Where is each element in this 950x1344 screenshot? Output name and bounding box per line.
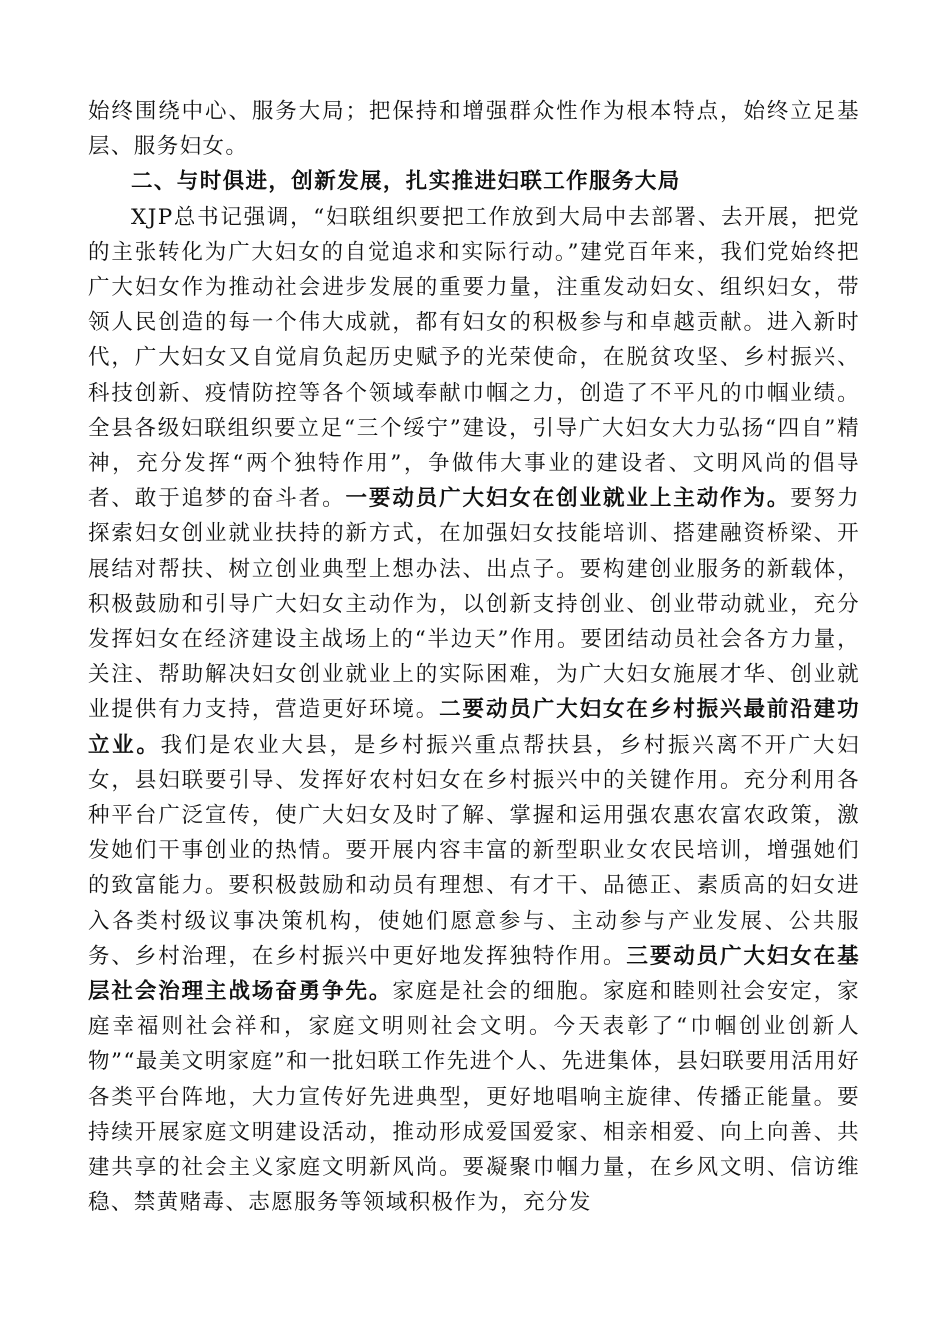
document-page [88, 94, 860, 1221]
paragraph-text: 要努力探索妇女创业就业扶持的新方式，在加强妇女技能培训、搭建融资桥梁、开展结对帮扶、树立创业典型上想办法、出点子。要构建创业服务的新载体，积极鼓励和引导广大妇女主动作为，以创新支持创业、创业带动就业，充分发挥妇女在经济建设主战场上的“半边天”作用。要团结动员社会各方力量，关注、帮助解决妇女创业就业上的实际困难，为广大妇女施展才华、创业就业提供有力支持，营造更好环境。 [88, 486, 860, 723]
paragraph-main [88, 200, 860, 1221]
lead-sentence-2: 二要动员广大妇女在乡村振兴最前沿建功立业。 [88, 697, 860, 758]
paragraph-text: 家庭是社会的细胞。家庭和睦则社会安定，家庭幸福则社会祥和，家庭文明则社会文明。今天表彰了“巾帼创业创新人物”“最美文明家庭”和一批妇联工作先进个人、先进集体，县妇联要用活用好各类平台阵地，大力宣传好先进典型，更好地唱响主旋律、传播正能量。要持续开展家庭文明建设活动，推动形成爱国爱家、相亲相爱、向上向善、共建共享的社会主义家庭文明新风尚。要凝聚巾帼力量，在乡风文明、信访维稳、禁黄赌毒、志愿服务等领域积极作为，充分发 [88, 979, 860, 1216]
lead-sentence-3: 三要动员广大妇女在基层社会治理主战场奋勇争先。 [88, 943, 860, 1005]
paragraph-text: XJP总书记强调，“妇联组织要把工作放到大局中去部署、去开展，把党的主张转化为广大妇女的自觉追求和实际行动。”建党百年来，我们党始终把广大妇女作为推动社会进步发展的重要力量，注重发动妇女、组织妇女，带领人民创造的每一个伟大成就，都有妇女的积极参与和卓越贡献。进入新时代，广大妇女又自觉肩负起历史赋予的光荣使命，在脱贫攻坚、乡村振兴、科技创新、疫情防控等各个领域奉献巾帼之力，创造了不平凡的巾帼业绩。全县各级妇联组织要立足“三个绥宁”建设，引导广大妇女大力弘扬“四自”精神，充分发挥“两个独特作用”，争做伟大事业的建设者、文明风尚的倡导者、敢于追梦的奋斗者。 [88, 204, 860, 512]
paragraph-continuation: 始终围绕中心、服务大局；把保持和增强群众性作为根本特点，始终立足基层、服务妇女。 [88, 99, 860, 160]
section-heading: 二、与时俱进，创新发展，扎实推进妇联工作服务大局 [131, 169, 681, 195]
lead-sentence-1: 一要动员广大妇女在创业就业上主动作为。 [345, 486, 791, 512]
paragraph-text: 我们是农业大县，是乡村振兴重点帮扶县，乡村振兴离不开广大妇女，县妇联要引导、发挥好农村妇女在乡村振兴中的关键作用。充分利用各种平台广泛宣传，使广大妇女及时了解、掌握和运用强农惠农富农政策，激发她们干事创业的热情。要开展内容丰富的新型职业女农民培训，增强她们的致富能力。要积极鼓励和动员有理想、有才干、品德正、素质高的妇女进入各类村级议事决策机构，使她们愿意参与、主动参与产业发展、公共服务、乡村治理，在乡村振兴中更好地发挥独特作用。 [88, 732, 860, 969]
